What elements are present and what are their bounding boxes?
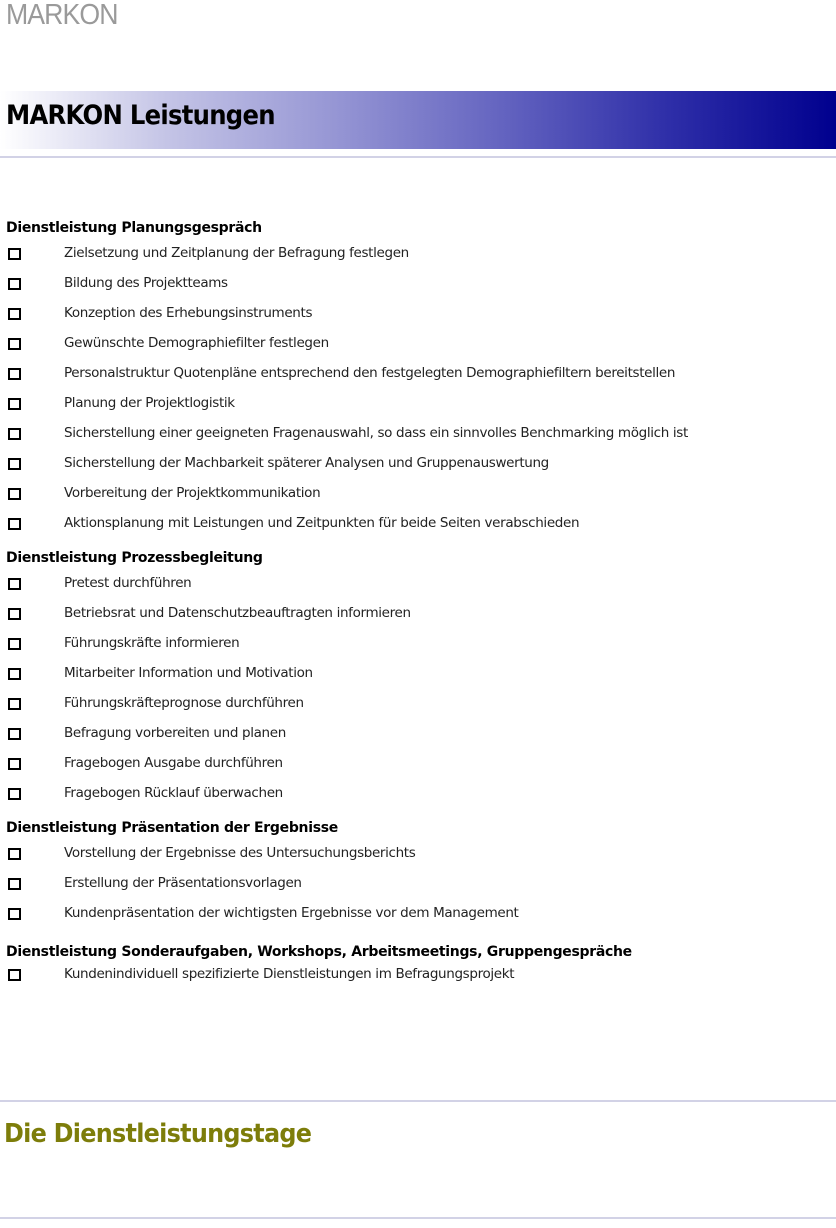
list-item [6,268,832,298]
item-label: Führungskräfte informieren [64,635,240,651]
item-label: Fragebogen Rücklauf überwachen [64,785,283,801]
item-label: Führungskräfteprognose durchführen [64,695,304,711]
item-label: Kundenpräsentation der wichtigsten Ergebnisse vor dem Management [64,905,519,921]
checkbox-icon[interactable] [8,698,21,710]
checkbox-icon[interactable] [8,278,21,290]
list-item [6,418,832,448]
section-heading: Dienstleistung Planungsgespräch [6,220,262,236]
item-label: Erstellung der Präsentationsvorlagen [64,875,302,891]
list-item [6,328,832,358]
item-label: Pretest durchführen [64,575,192,591]
list-item [6,478,832,508]
checkbox-icon[interactable] [8,668,21,680]
list-item [6,448,832,478]
list-item [6,688,832,718]
checkbox-icon[interactable] [8,578,21,590]
section-title-dienstleistungstage: Die Dienstleistungstage [4,1119,312,1149]
item-label: Personalstruktur Quotenpläne entsprechend den festgelegten Demographiefiltern bereitstellen [64,365,676,381]
list-item [6,628,832,658]
checkbox-icon[interactable] [8,338,21,350]
item-label: Befragung vorbereiten und planen [64,725,286,741]
section-sonderaufgaben [6,942,832,986]
list-item [6,358,832,388]
list-item [6,658,832,688]
list-item [6,838,832,868]
markon-logo: MARKON [6,0,118,31]
list-item [6,748,832,778]
checkbox-icon[interactable] [8,728,21,740]
checkbox-icon[interactable] [8,398,21,410]
services-list [6,218,832,986]
page-title: MARKON Leistungen [6,100,275,131]
list-item [6,718,832,748]
checkbox-icon[interactable] [8,969,21,981]
item-label: Zielsetzung und Zeitplanung der Befragung festlegen [64,245,409,261]
divider [0,1217,836,1219]
item-label: Konzeption des Erhebungsinstruments [64,305,313,321]
divider [0,1100,836,1102]
section-heading: Dienstleistung Präsentation der Ergebnisse [6,820,338,836]
checkbox-icon[interactable] [8,248,21,260]
item-label: Fragebogen Ausgabe durchführen [64,755,283,771]
item-label: Sicherstellung der Machbarkeit späterer Analysen und Gruppenauswertung [64,455,549,471]
item-label: Betriebsrat und Datenschutzbeauftragten informieren [64,605,411,621]
item-label: Vorbereitung der Projektkommunikation [64,485,321,501]
section-planungsgespraech [6,218,832,538]
list-item [6,898,832,928]
section-praesentation [6,818,832,928]
list-item [6,962,832,986]
item-label: Bildung des Projektteams [64,275,228,291]
checkbox-icon[interactable] [8,848,21,860]
list-item [6,298,832,328]
list-item [6,508,832,538]
item-label: Kundenindividuell spezifizierte Dienstleistungen im Befragungsprojekt [64,966,515,982]
item-label: Aktionsplanung mit Leistungen und Zeitpunkten für beide Seiten verabschieden [64,515,580,531]
list-item [6,238,832,268]
checkbox-icon[interactable] [8,308,21,320]
checkbox-icon[interactable] [8,878,21,890]
checkbox-icon[interactable] [8,458,21,470]
item-label: Vorstellung der Ergebnisse des Untersuchungsberichts [64,845,416,861]
checkbox-icon[interactable] [8,368,21,380]
checkbox-icon[interactable] [8,488,21,500]
checkbox-icon[interactable] [8,428,21,440]
item-label: Planung der Projektlogistik [64,395,235,411]
list-item [6,868,832,898]
section-heading: Dienstleistung Sonderaufgaben, Workshops, Arbeitsmeetings, Gruppengespräche [6,944,632,960]
checkbox-icon[interactable] [8,638,21,650]
item-label: Sicherstellung einer geeigneten Fragenauswahl, so dass ein sinnvolles Benchmarking möglich ist [64,425,688,441]
item-label: Gewünschte Demographiefilter festlegen [64,335,329,351]
checkbox-icon[interactable] [8,758,21,770]
divider [0,156,836,158]
item-label: Mitarbeiter Information und Motivation [64,665,313,681]
section-prozessbegleitung [6,548,832,808]
checkbox-icon[interactable] [8,608,21,620]
checkbox-icon[interactable] [8,788,21,800]
checkbox-icon[interactable] [8,518,21,530]
section-heading: Dienstleistung Prozessbegleitung [6,550,263,566]
checkbox-icon[interactable] [8,908,21,920]
list-item [6,568,832,598]
list-item [6,598,832,628]
list-item [6,778,832,808]
list-item [6,388,832,418]
